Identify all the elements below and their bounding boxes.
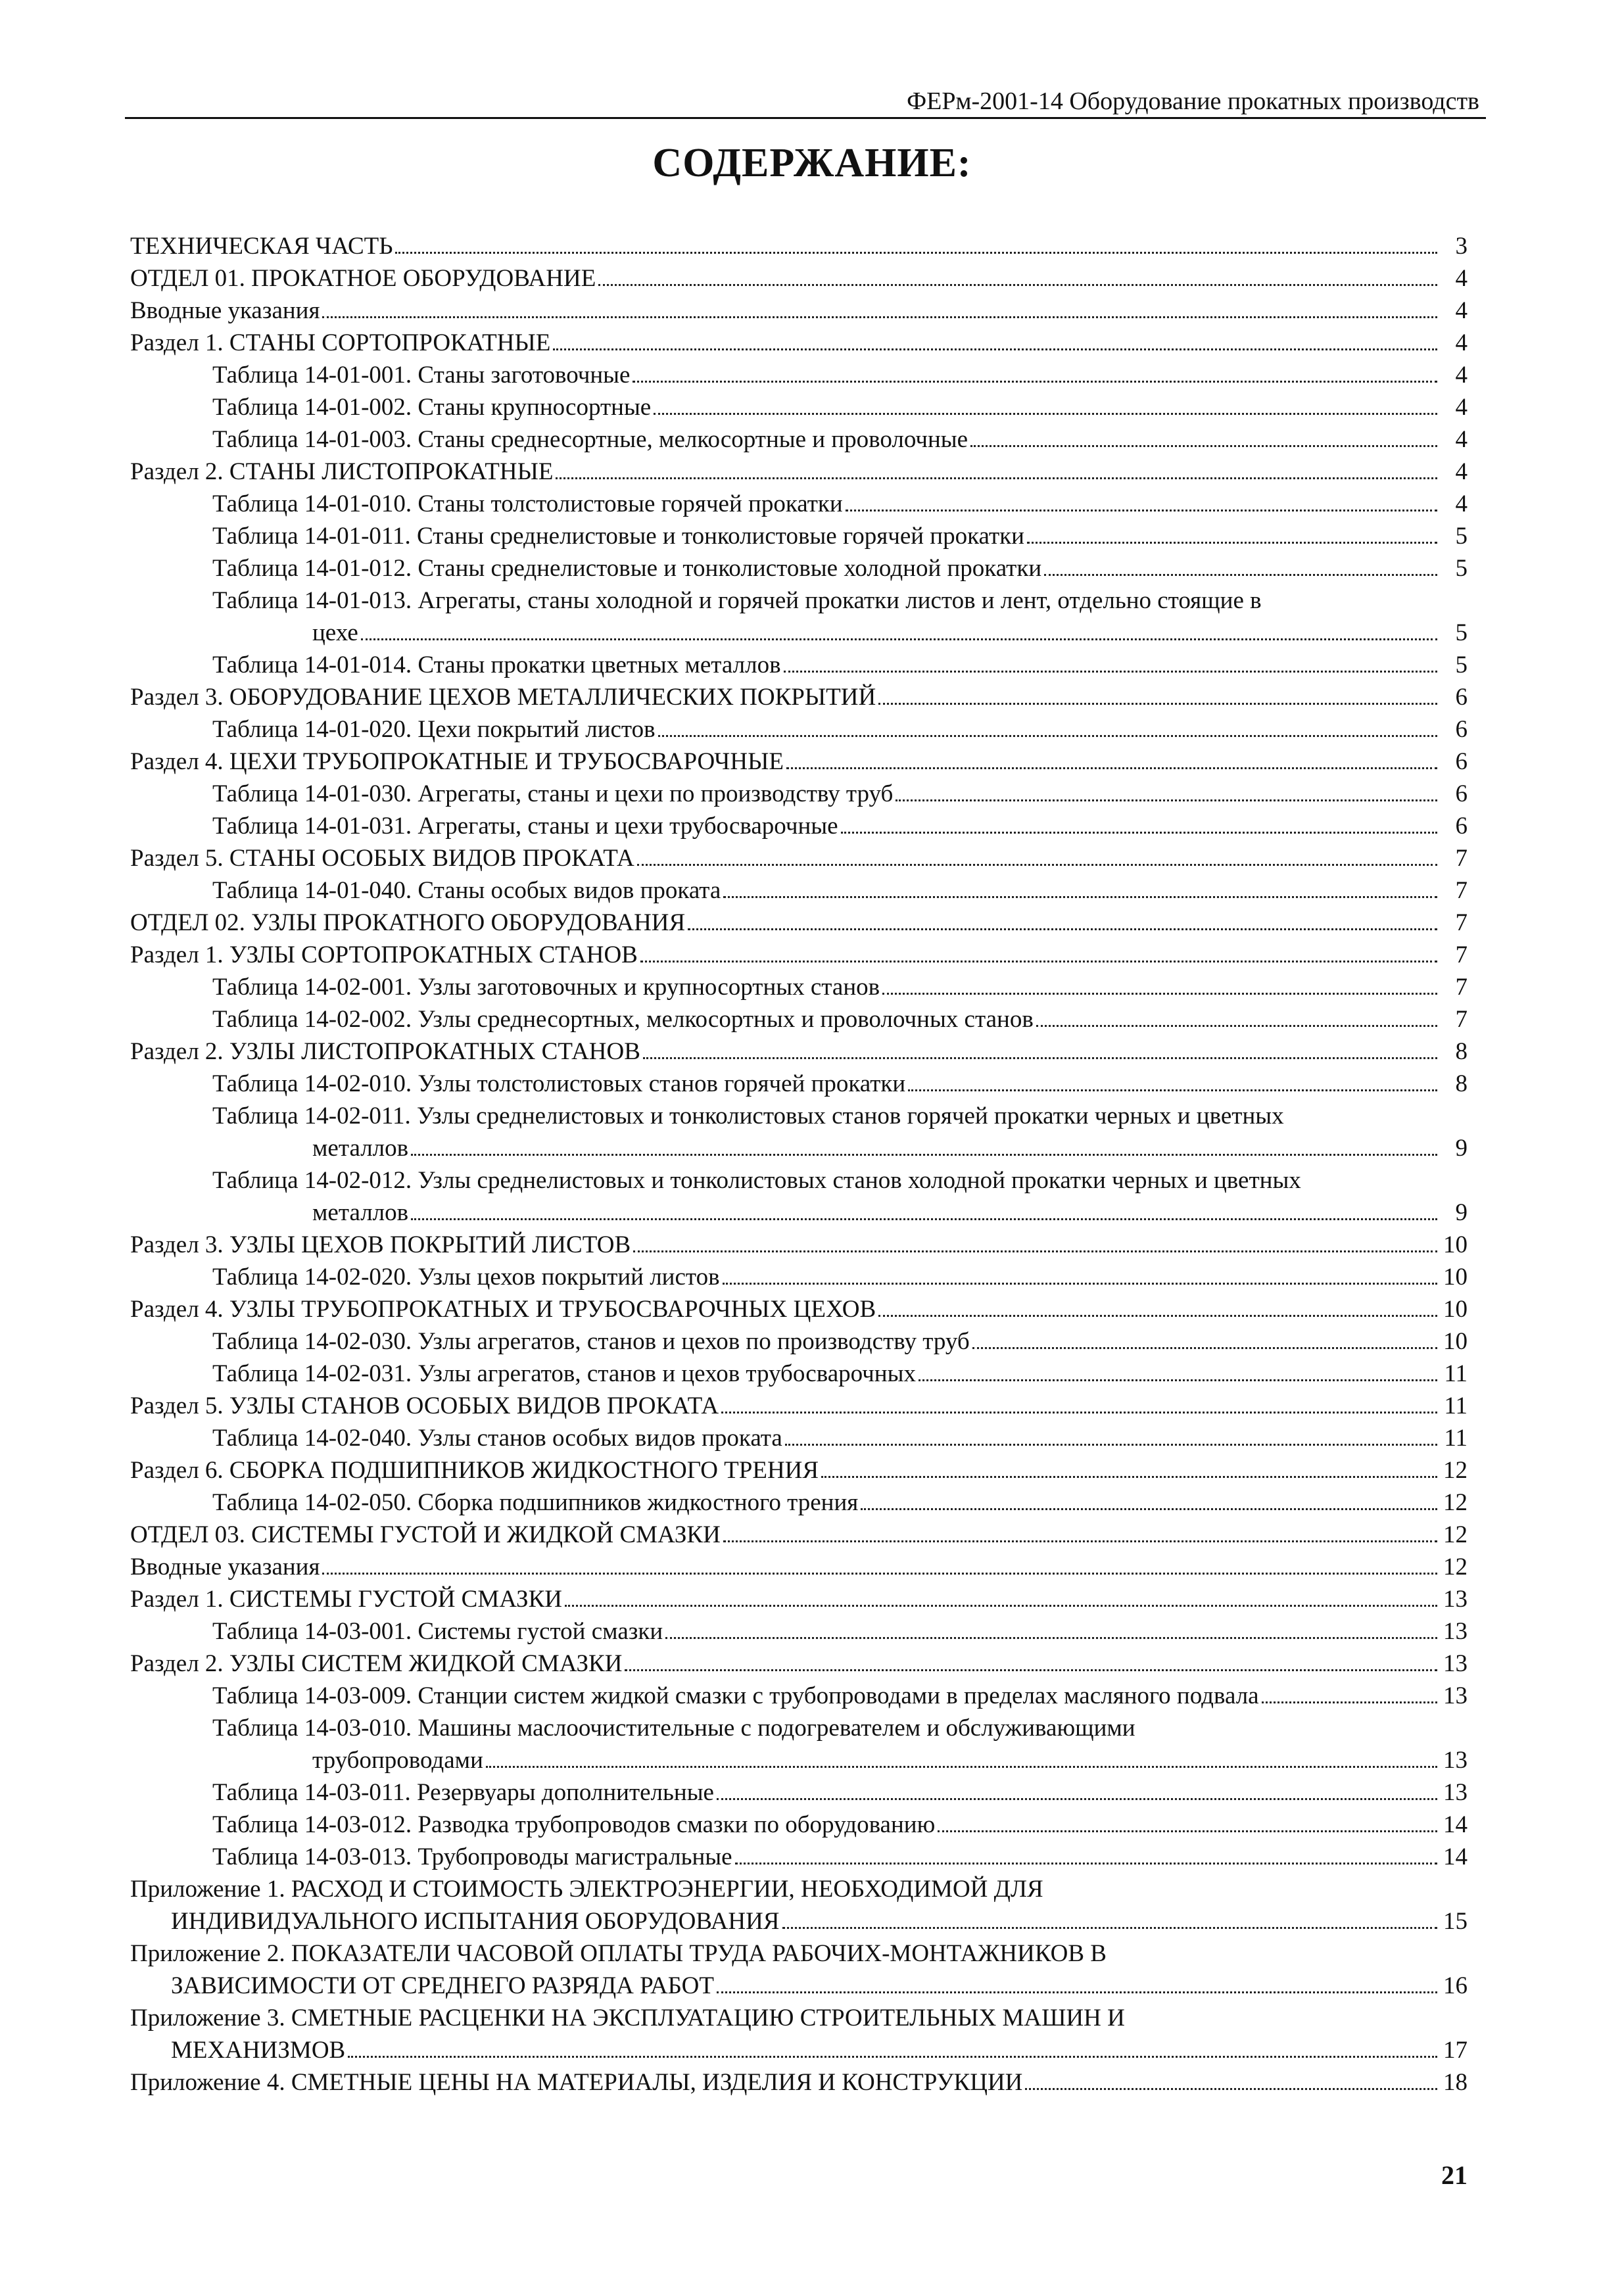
toc-page-number: 7 — [1455, 877, 1468, 904]
toc-entry-title: Раздел 4. ЦЕХИ ТРУБОПРОКАТНЫЕ И ТРУБОСВАРОЧНЫЕ — [130, 748, 784, 775]
header-rule — [125, 117, 1486, 119]
toc-page-number: 6 — [1455, 780, 1468, 807]
dot-leader — [688, 928, 1437, 930]
toc-entry-title: ОТДЕЛ 02. УЗЛЫ ПРОКАТНОГО ОБОРУДОВАНИЯ — [130, 909, 686, 936]
toc-entry-title: Раздел 3. УЗЛЫ ЦЕХОВ ПОКРЫТИЙ ЛИСТОВ — [130, 1231, 631, 1258]
dot-leader — [633, 1250, 1437, 1252]
toc-entry[interactable] — [130, 681, 1468, 713]
toc-entry[interactable] — [130, 1164, 1468, 1229]
toc-entry-title: Таблица 14-03-001. Системы густой смазки — [212, 1618, 663, 1645]
toc-page-number: 10 — [1443, 1328, 1468, 1355]
dot-leader — [1027, 542, 1437, 544]
toc-page-number: 5 — [1455, 523, 1468, 550]
dot-leader — [841, 832, 1437, 834]
dot-leader — [1025, 2088, 1437, 2090]
toc-entry-title-line1: Приложение 2. ПОКАЗАТЕЛИ ЧАСОВОЙ ОПЛАТЫ ТРУДА РАБОЧИХ-МОНТАЖНИКОВ В — [130, 1940, 1107, 1967]
dot-leader — [411, 1154, 1437, 1156]
toc-page-number: 12 — [1443, 1489, 1468, 1516]
toc-entry-title: Таблица 14-01-031. Агрегаты, станы и цехи трубосварочные — [212, 813, 838, 840]
toc-entry-title: Раздел 2. УЗЛЫ СИСТЕМ ЖИДКОЙ СМАЗКИ — [130, 1650, 623, 1677]
toc-entry[interactable] — [130, 1454, 1468, 1486]
dot-leader — [625, 1669, 1437, 1671]
toc-entry[interactable] — [130, 552, 1468, 584]
dot-leader — [861, 1508, 1437, 1510]
toc-entry[interactable] — [130, 649, 1468, 681]
toc-page-number: 18 — [1443, 2069, 1468, 2096]
toc-entry-title: Таблица 14-02-020. Узлы цехов покрытий листов — [212, 1264, 720, 1291]
toc-page-number: 4 — [1455, 297, 1468, 324]
toc-entry-title: Раздел 5. УЗЛЫ СТАНОВ ОСОБЫХ ВИДОВ ПРОКАТА — [130, 1392, 719, 1419]
toc-entry-title: Таблица 14-01-011. Станы среднелистовые и тонколистовые горячей прокатки — [212, 523, 1024, 550]
toc-entry-title-line2: ИНДИВИДУАЛЬНОГО ИСПЫТАНИЯ ОБОРУДОВАНИЯ — [171, 1908, 780, 1935]
toc-page-number: 7 — [1455, 909, 1468, 936]
toc-entry[interactable] — [130, 1035, 1468, 1068]
toc-entry-title: Раздел 1. СТАНЫ СОРТОПРОКАТНЫЕ — [130, 329, 551, 356]
dot-leader — [721, 1412, 1437, 1413]
dot-leader — [395, 252, 1437, 254]
toc-entry[interactable] — [130, 295, 1468, 327]
toc-page-number: 7 — [1455, 974, 1468, 1001]
toc-entry-title: Раздел 1. СИСТЕМЫ ГУСТОЙ СМАЗКИ — [130, 1586, 562, 1613]
toc-entry[interactable] — [130, 939, 1468, 971]
toc-entry-title: Таблица 14-01-030. Агрегаты, станы и цехи по производству труб — [212, 780, 894, 807]
toc-page-number: 6 — [1455, 684, 1468, 711]
toc-entry-title: Раздел 6. СБОРКА ПОДШИПНИКОВ ЖИДКОСТНОГО ТРЕНИЯ — [130, 1457, 819, 1484]
toc-page-number: 6 — [1455, 813, 1468, 840]
dot-leader — [633, 381, 1437, 383]
toc-entry[interactable] — [130, 1841, 1468, 1873]
toc-entry-title: ОТДЕЛ 03. СИСТЕМЫ ГУСТОЙ И ЖИДКОЙ СМАЗКИ — [130, 1521, 721, 1548]
toc-page-number: 4 — [1455, 265, 1468, 292]
toc-page-number: 12 — [1443, 1521, 1468, 1548]
toc-page-number: 11 — [1444, 1360, 1468, 1387]
toc-entry[interactable] — [130, 1486, 1468, 1519]
toc-entry-title-line2: цехе — [312, 619, 358, 646]
toc-entry-title-line1: Таблица 14-02-011. Узлы среднелистовых и тонколистовых станов горячей прокатки черных и цветных — [212, 1103, 1284, 1129]
toc-entry-title-line2: металлов — [312, 1135, 409, 1162]
dot-leader — [565, 1605, 1437, 1607]
toc-page-number: 16 — [1443, 1972, 1468, 1999]
page-title: СОДЕРЖАНИЕ: — [652, 141, 972, 185]
toc-entry[interactable] — [130, 907, 1468, 939]
toc-entry-title: Вводные указания — [130, 297, 320, 324]
toc-entry[interactable] — [130, 1873, 1468, 1937]
dot-leader — [723, 896, 1437, 898]
toc-entry-title: Раздел 5. СТАНЫ ОСОБЫХ ВИДОВ ПРОКАТА — [130, 845, 634, 872]
toc-entry-title: Таблица 14-01-012. Станы среднелистовые и тонколистовые холодной прокатки — [212, 555, 1042, 582]
toc-entry-title-line1: Приложение 3. СМЕТНЫЕ РАСЦЕНКИ НА ЭКСПЛУАТАЦИЮ СТРОИТЕЛЬНЫХ МАШИН И — [130, 2005, 1125, 2031]
toc-entry[interactable] — [130, 1519, 1468, 1551]
dot-leader — [658, 735, 1437, 737]
toc-entry-title: Таблица 14-02-002. Узлы среднесортных, мелкосортных и проволочных станов — [212, 1006, 1034, 1033]
toc-entry-title: Таблица 14-01-014. Станы прокатки цветных металлов — [212, 652, 781, 678]
toc-entry-title: Раздел 3. ОБОРУДОВАНИЕ ЦЕХОВ МЕТАЛЛИЧЕСКИХ ПОКРЫТИЙ — [130, 684, 876, 711]
dot-leader — [821, 1476, 1437, 1478]
dot-leader — [654, 413, 1437, 415]
toc-entry[interactable] — [130, 1648, 1468, 1680]
toc-entry[interactable] — [130, 230, 1468, 262]
dot-leader — [348, 2056, 1437, 2058]
dot-leader — [723, 1540, 1437, 1542]
toc-entry-title: Таблица 14-01-010. Станы толстолистовые горячей прокатки — [212, 490, 843, 517]
dot-leader — [786, 767, 1437, 769]
toc-entry[interactable] — [130, 2002, 1468, 2066]
dot-leader — [322, 1573, 1437, 1575]
toc-entry-title-line1: Таблица 14-03-010. Машины маслоочистительные с подогревателем и обслуживающими — [212, 1715, 1135, 1742]
dot-leader — [322, 316, 1437, 318]
dot-leader — [878, 1315, 1437, 1317]
toc-entry[interactable] — [130, 262, 1468, 295]
dot-leader — [553, 348, 1437, 350]
dot-leader — [598, 284, 1437, 286]
toc-page-number: 11 — [1444, 1425, 1468, 1452]
toc-page-number: 4 — [1455, 394, 1468, 421]
toc-entry[interactable] — [130, 1261, 1468, 1293]
toc-entry-title: Таблица 14-03-011. Резервуары дополнительные — [212, 1779, 714, 1806]
toc-entry-title-line1: Таблица 14-02-012. Узлы среднелистовых и тонколистовых станов холодной прокатки черных и цветных — [212, 1167, 1301, 1194]
toc-entry-title: Раздел 2. УЗЛЫ ЛИСТОПРОКАТНЫХ СТАНОВ — [130, 1038, 640, 1065]
toc-entry-title: Таблица 14-02-001. Узлы заготовочных и крупносортных станов — [212, 974, 880, 1001]
toc-page-number: 17 — [1443, 2037, 1468, 2064]
toc-page-number: 13 — [1443, 1682, 1468, 1709]
toc-entry[interactable] — [130, 842, 1468, 874]
toc-entry[interactable] — [130, 1100, 1468, 1164]
toc-entry-title: Таблица 14-01-002. Станы крупносортные — [212, 394, 652, 421]
toc-page-number: 13 — [1443, 1618, 1468, 1645]
dot-leader — [919, 1379, 1437, 1381]
toc-page-number: 8 — [1455, 1038, 1468, 1065]
toc-page-number: 14 — [1443, 1811, 1468, 1838]
dot-leader — [782, 1927, 1438, 1929]
dot-leader — [361, 638, 1437, 640]
toc-entry[interactable] — [130, 1776, 1468, 1809]
toc-entry-title-line1: Таблица 14-01-013. Агрегаты, станы холодной и горячей прокатки листов и лент, отдельно стоящие в — [212, 587, 1262, 614]
page-number: 21 — [1441, 2160, 1468, 2190]
dot-leader — [908, 1089, 1437, 1091]
dot-leader — [640, 961, 1437, 962]
toc-entry-title: Таблица 14-02-010. Узлы толстолистовых станов горячей прокатки — [212, 1070, 906, 1097]
toc-entry[interactable] — [130, 1712, 1468, 1776]
toc-page-number: 4 — [1455, 426, 1468, 453]
toc-entry-title-line2: МЕХАНИЗМОВ — [171, 2037, 346, 2064]
toc-entry-title: Таблица 14-01-020. Цехи покрытий листов — [212, 716, 656, 743]
dot-leader — [785, 1444, 1437, 1446]
toc-entry-title: Таблица 14-03-013. Трубопроводы магистральные — [212, 1843, 732, 1870]
toc-page-number: 15 — [1443, 1908, 1468, 1935]
toc-page-number: 6 — [1455, 748, 1468, 775]
toc-page-number: 10 — [1443, 1231, 1468, 1258]
dot-leader — [878, 703, 1437, 705]
dot-leader — [882, 993, 1437, 995]
toc-entry[interactable] — [130, 520, 1468, 552]
toc-page-number: 5 — [1455, 619, 1468, 646]
toc-entry-title: Раздел 4. УЗЛЫ ТРУБОПРОКАТНЫХ И ТРУБОСВАРОЧНЫХ ЦЕХОВ — [130, 1296, 876, 1323]
toc-page-number: 9 — [1455, 1135, 1468, 1162]
toc-entry[interactable] — [130, 1583, 1468, 1615]
dot-leader — [717, 1798, 1437, 1800]
toc-page-number: 6 — [1455, 716, 1468, 743]
toc-entry[interactable] — [130, 1809, 1468, 1841]
toc-entry-title: Таблица 14-02-030. Узлы агрегатов, станов и цехов по производству труб — [212, 1328, 970, 1355]
toc-page-number: 14 — [1443, 1843, 1468, 1870]
toc-entry[interactable] — [130, 1068, 1468, 1100]
dot-leader — [784, 671, 1437, 673]
toc-entry[interactable] — [130, 327, 1468, 359]
toc-entry[interactable] — [130, 1325, 1468, 1358]
dot-leader — [637, 864, 1437, 866]
dot-leader — [411, 1218, 1437, 1220]
toc-entry-title-line2: металлов — [312, 1199, 409, 1226]
dot-leader — [735, 1863, 1437, 1864]
toc-entry-title: Таблица 14-03-009. Станции систем жидкой смазки с трубопроводами в пределах масляного подвала — [212, 1682, 1259, 1709]
toc-page-number: 9 — [1455, 1199, 1468, 1226]
dot-leader — [486, 1766, 1437, 1768]
toc-entry-title: Таблица 14-01-003. Станы среднесортные, мелкосортные и проволочные — [212, 426, 968, 453]
toc-entry-title: Таблица 14-01-040. Станы особых видов проката — [212, 877, 721, 904]
toc-page-number: 4 — [1455, 458, 1468, 485]
toc-entry[interactable] — [130, 810, 1468, 842]
toc-page-number: 11 — [1444, 1392, 1468, 1419]
toc-page-number: 5 — [1455, 652, 1468, 678]
toc-entry-title-line1: Приложение 1. РАСХОД И СТОИМОСТЬ ЭЛЕКТРОЭНЕРГИИ, НЕОБХОДИМОЙ ДЛЯ — [130, 1876, 1043, 1903]
dot-leader — [665, 1637, 1437, 1639]
toc-entry-title: Таблица 14-02-050. Сборка подшипников жидкостного трения — [212, 1489, 859, 1516]
toc-page-number: 13 — [1443, 1779, 1468, 1806]
toc-entry[interactable] — [130, 1615, 1468, 1648]
toc-entry-title: Таблица 14-01-001. Станы заготовочные — [212, 362, 631, 389]
toc-page-number: 5 — [1455, 555, 1468, 582]
toc-page-number: 8 — [1455, 1070, 1468, 1097]
dot-leader — [723, 1283, 1437, 1285]
toc-entry-title: Таблица 14-02-031. Узлы агрегатов, станов и цехов трубосварочных — [212, 1360, 916, 1387]
dot-leader — [1044, 574, 1437, 576]
toc-entry[interactable] — [130, 1293, 1468, 1325]
toc-entry[interactable] — [130, 874, 1468, 907]
toc-entry[interactable] — [130, 456, 1468, 488]
toc-entry[interactable] — [130, 713, 1468, 746]
toc-entry[interactable] — [130, 778, 1468, 810]
toc-entry[interactable] — [130, 1551, 1468, 1583]
toc-entry-title-line2: трубопроводами — [312, 1747, 483, 1774]
toc-entry[interactable] — [130, 1229, 1468, 1261]
dot-leader — [1036, 1025, 1437, 1027]
toc-entry-title: ОТДЕЛ 01. ПРОКАТНОЕ ОБОРУДОВАНИЕ — [130, 265, 596, 292]
toc-entry-title: Приложение 4. СМЕТНЫЕ ЦЕНЫ НА МАТЕРИАЛЫ, ИЗДЕЛИЯ И КОНСТРУКЦИИ — [130, 2069, 1023, 2096]
dot-leader — [896, 799, 1437, 801]
toc-entry[interactable] — [130, 1680, 1468, 1712]
toc-page-number: 12 — [1443, 1554, 1468, 1580]
dot-leader — [972, 1347, 1437, 1349]
toc-entry-title: Раздел 2. СТАНЫ ЛИСТОПРОКАТНЫЕ — [130, 458, 554, 485]
toc-entry[interactable] — [130, 584, 1468, 649]
table-of-contents — [130, 230, 1468, 2099]
running-header: ФЕРм-2001-14 Оборудование прокатных производств — [907, 87, 1479, 115]
toc-entry[interactable] — [130, 1390, 1468, 1422]
toc-entry-title-line2: ЗАВИСИМОСТИ ОТ СРЕДНЕГО РАЗРЯДА РАБОТ — [171, 1972, 714, 1999]
toc-page-number: 13 — [1443, 1586, 1468, 1613]
toc-page-number: 13 — [1443, 1650, 1468, 1677]
toc-entry-title: Вводные указания — [130, 1554, 320, 1580]
toc-entry[interactable] — [130, 359, 1468, 391]
toc-entry-title: Раздел 1. УЗЛЫ СОРТОПРОКАТНЫХ СТАНОВ — [130, 941, 638, 968]
toc-entry-title: ТЕХНИЧЕСКАЯ ЧАСТЬ — [130, 233, 393, 260]
toc-entry[interactable] — [130, 1358, 1468, 1390]
dot-leader — [643, 1057, 1437, 1059]
toc-entry-title: Таблица 14-02-040. Узлы станов особых видов проката — [212, 1425, 782, 1452]
toc-page-number: 7 — [1455, 845, 1468, 872]
toc-entry[interactable] — [130, 1422, 1468, 1454]
toc-page-number: 7 — [1455, 941, 1468, 968]
toc-entry[interactable] — [130, 2066, 1468, 2099]
toc-entry[interactable] — [130, 1937, 1468, 2002]
toc-page-number: 12 — [1443, 1457, 1468, 1484]
toc-page-number: 10 — [1443, 1296, 1468, 1323]
dot-leader — [556, 477, 1437, 479]
toc-entry[interactable] — [130, 746, 1468, 778]
toc-entry[interactable] — [130, 423, 1468, 456]
toc-page-number: 4 — [1455, 329, 1468, 356]
toc-entry[interactable] — [130, 1003, 1468, 1035]
dot-leader — [970, 445, 1437, 447]
dot-leader — [717, 1991, 1437, 1993]
toc-page-number: 13 — [1443, 1747, 1468, 1774]
toc-entry[interactable] — [130, 391, 1468, 423]
toc-page-number: 7 — [1455, 1006, 1468, 1033]
toc-entry[interactable] — [130, 971, 1468, 1003]
dot-leader — [846, 510, 1437, 511]
toc-page-number: 3 — [1455, 233, 1468, 260]
toc-page-number: 4 — [1455, 490, 1468, 517]
dot-leader — [938, 1830, 1437, 1832]
toc-page-number: 10 — [1443, 1264, 1468, 1291]
toc-entry-title: Таблица 14-03-012. Разводка трубопроводов смазки по оборудованию — [212, 1811, 936, 1838]
dot-leader — [1262, 1701, 1437, 1703]
toc-entry[interactable] — [130, 488, 1468, 520]
toc-page-number: 4 — [1455, 362, 1468, 389]
